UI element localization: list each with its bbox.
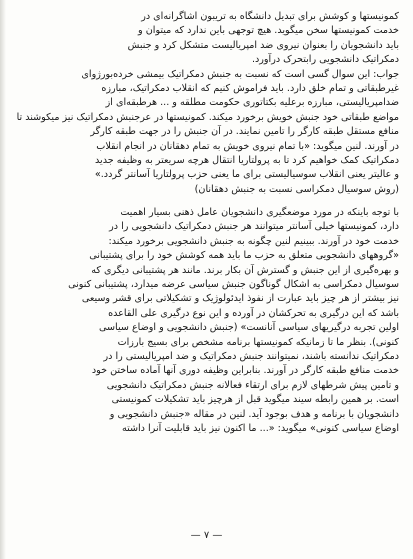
text-line: جواب: این سوال گسی است که نسبت به جنبش دمکراتیک بیمشی خرده‌بورژوای	[81, 68, 399, 80]
text-line: باید دانشجویان را بعنوان نیروی ضد امپریالیست متشکل کرد و جنبش	[127, 39, 399, 51]
text-line: دمکراتیک دانشجویی رابتحرک درآورد.	[251, 54, 399, 66]
text-line: کمونیستها و کوشش برای تبدیل دانشگاه به تریبون اشاگرانه‌ای در	[141, 11, 399, 22]
text-line: دمکراتیک ندانسته باشند، نمیتوانند جنبش دمکراتیک و ضد امپریالیستی را در	[103, 350, 399, 362]
text-line: نیز بیشتر از هر چیز باید عبارت از نفوذ ایدئولوژیک و تشکیلاتی برای قشر وسیعی	[81, 293, 399, 305]
text-line: خدمت خود در آورند. ببینیم لنین چگونه به جنبش دانشجویی برخورد میکند:	[108, 235, 399, 247]
text-line: دارد، کمونیستها خیلی آسانتر میتوانند هر جنبش دمکراتیک دانشجویی را در	[109, 221, 399, 233]
page-number: — ۷ —	[190, 530, 223, 541]
text-line: مواضع طبقاتی خود جنبش خویش برخورد میکند. کمونیستها در عرجنبش دمکراتیک نیز میکوشند تا	[16, 111, 399, 123]
text-line: غیرطبقاتی و تمام خلق دارد. باید فراموش کنیم که انقلاب دمکراتیک، مبارزه	[101, 82, 399, 94]
paragraph-2	[16, 206, 399, 436]
text-line: است. بر همین رابطه سیند میگوید قبل از هرچیز باید تشکیلات کمونیستی	[111, 394, 399, 406]
text-line: در آورند. لنین میگوید: «با تمام نیروی خویش به تمام دهقانان در انجام انقلاب	[96, 140, 399, 152]
text-line: باشد که این درگیری به تحرکشان در آورده و این نوع درگیری علی القاعده	[108, 307, 399, 319]
text-line: «گروههای دانشجویی متعلق به حزب ما باید همه کوشش خود را برای پشتیبانی	[89, 250, 399, 262]
text-line: منافع مستقل طبقه کارگر را تامین نمایند. در آن جنبش را در جهت طبقه کارگر	[90, 126, 399, 138]
text-line: و عالیتر یعنی انقلاب سوسیالیستی برای ما یعنی حزب پرولتاریا آسانتر گردد.»	[94, 169, 399, 181]
text-line: ضدامپریالیستی، مبارزه برعلیه بکتاتوری حکومت مطلقه و ... هرطبقه‌ای از	[105, 97, 399, 109]
text-line: کنونی). بنظر ما تا زمانیکه کمونیستها برنامه مشخص برای بسیج بارزات	[117, 336, 399, 348]
text-line: سوسیال دمکراسی به اشکال گوناگون جنبش سیاسی عرضه میدارد، پشتیبانی کنونی	[68, 279, 399, 291]
text-line: اوضاع سیاسی کنونی» میگوید: «... ما اکنون نیز باید قابلیت آنرا داشته	[121, 422, 399, 434]
text-line: و تامین پیش شرطهای لازم برای ارتقاء فعالانه جنبش دمکراتیک دانشجویی	[106, 379, 399, 391]
text-line: (روش سوسیال دمکراسی نسبت به جنبش دهقانان)	[194, 183, 399, 195]
text-line: با توجه باینکه در مورد موضعگیری دانشجویان عامل ذهنی بسیار اهمیت	[120, 207, 399, 219]
paragraph-1	[16, 10, 399, 197]
text-line: دانشجویان با برنامه و هدف بوجود آید. لنین در مقاله «جنبش دانشجویی و	[109, 408, 399, 420]
text-line: خدمت کمونیستها سخن میگوید. هیچ توجهی باین ندارد که میتوان و	[138, 25, 399, 37]
body-text	[16, 10, 399, 436]
text-line: دمکراتیک کمک خواهیم کرد تا به پرولتاریا انتقال هرچه سریعتر به وظیفه جدید	[95, 154, 399, 166]
text-line: اولین تجربه درگیریهای سیاسی آنانست» (جنبش دانشجویی و اوضاع سیاسی	[99, 322, 399, 334]
scan-edge-shadow	[0, 0, 6, 559]
paragraph-gap	[16, 197, 399, 206]
text-line: و بهره‌گیری از این جنبش و گسترش آن بکار برند. مانند هر پشتیبانی دیگری که	[91, 264, 399, 276]
text-line: خدمت منافع طبقه کارگر در آورند. بنابراین وظیفه دوری آنها آماده ساختن خود	[91, 365, 399, 377]
